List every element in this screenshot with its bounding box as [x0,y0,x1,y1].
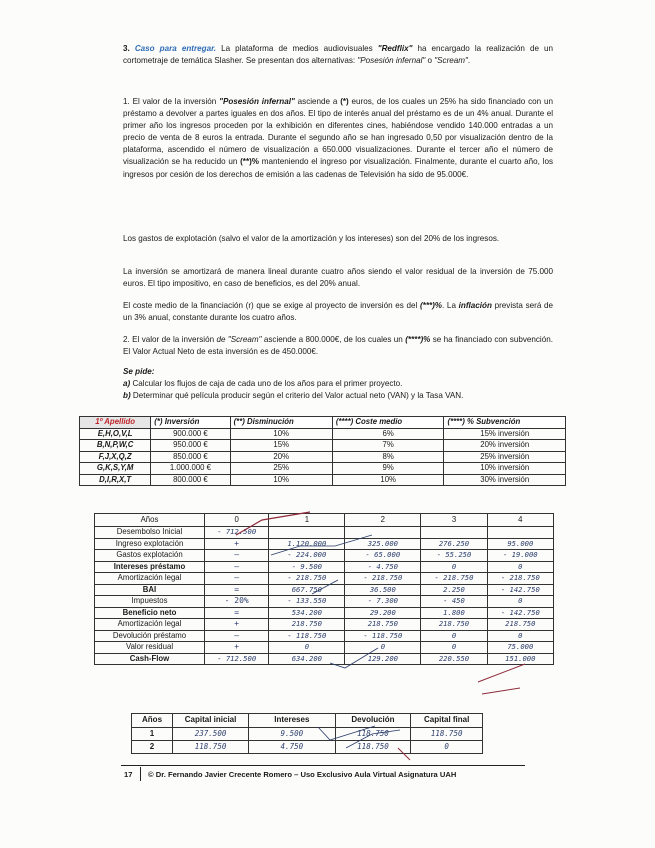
handwritten-value: - 118.750 [345,630,421,642]
handwritten-value: 118.750 [173,741,249,754]
paragraph-3: La inversión se amortizará de manera lineal durante cuatro años siendo el valor residual de la inversión de 75.000 euros. El tipo impositivo, en caso de beneficios, es del 20% anual. [123,267,553,289]
paragraph-5: 2. El valor de la inversión de "Scream" asciende a 800.000€, de los cuales un (****)% se ha financiado con subvención. El Valor Actual Neto de esta inversión es de 450.000€. [123,335,553,357]
alternatives-cell: 15% inversión [444,428,566,440]
handwritten-value: 667.750 [269,584,345,596]
handwritten-value: 95.000 [487,538,553,550]
handwritten-value: - 450 [421,596,487,608]
pen-stroke [482,688,520,694]
footer-separator [140,767,141,781]
case-intro: 3. Caso para entregar. La plataforma de medios audiovisuales "Redflix" ha encargado la realización de un cortometraje de temática Slasher. Se presentan dos alternativas: "Posesión infernal" o "Scream". [123,44,554,66]
alternatives-cell: 25% [230,463,332,475]
header-apellido: 1º Apellido [80,417,151,429]
cashflow-row [95,550,554,562]
alternatives-cell: 20% [230,451,332,463]
alternatives-cell: 900.000 € [151,428,230,440]
cashflow-row-label: Gastos explotación [95,550,205,562]
alternatives-cell: F,J,X,Q,Z [80,451,151,463]
handwritten-value: - 19.000 [487,550,553,562]
footer-divider [121,765,525,766]
cashflow-row-label: Ingreso explotación [95,538,205,550]
alternatives-row [80,428,566,440]
alternatives-cell: G,K,S,Y,M [80,463,151,475]
alternatives-cell: 6% [332,428,444,440]
header-subvencion: (****) % Subvención [444,417,566,429]
handwritten-value: - 142.750 [487,607,553,619]
handwritten-value: 9.500 [249,728,336,741]
loan-row [132,728,483,741]
alternatives-cell: 10% inversión [444,463,566,475]
cashflow-row [95,561,554,573]
handwritten-value: - 118.750 [269,630,345,642]
handwritten-value: 276.250 [421,538,487,550]
pen-stroke [478,664,525,682]
cashflow-header-row [95,514,554,527]
operator-cell: - 20% [205,596,269,608]
handwritten-value: 129.200 [345,653,421,665]
handwritten-value: 0 [269,642,345,654]
cashflow-row [95,630,554,642]
questions [123,366,553,402]
handwritten-value: - 218.750 [345,573,421,585]
loan-header-row [132,714,483,728]
cashflow-row-label: Valor residual [95,642,205,654]
alternatives-header-row [80,417,566,429]
alternatives-row [80,451,566,463]
handwritten-value: 534.200 [269,607,345,619]
handwritten-value: 4.750 [249,741,336,754]
handwritten-value [487,527,553,539]
alternatives-row [80,474,566,486]
handwritten-value: 237.500 [173,728,249,741]
cashflow-row [95,538,554,550]
header-year-1: 1 [269,514,345,527]
handwritten-value: 0 [421,561,487,573]
cashflow-row-label: Desembolso Inicial [95,527,205,539]
alternatives-cell: 9% [332,463,444,475]
header-devolucion: Devolución [335,714,411,728]
alternatives-cell: 15% [230,440,332,452]
alternatives-cell: 800.000 € [151,474,230,486]
handwritten-value: 1.800 [421,607,487,619]
handwritten-value: 325.000 [345,538,421,550]
alternatives-cell: B,N,P,W,C [80,440,151,452]
operator-cell: = [205,607,269,619]
cashflow-row [95,527,554,539]
handwritten-value: 0 [421,630,487,642]
cashflow-row [95,642,554,654]
handwritten-value: - 224.000 [269,550,345,562]
alternatives-table [79,416,566,486]
cashflow-table [94,513,554,665]
cashflow-row [95,596,554,608]
handwritten-value: 218.750 [269,619,345,631]
handwritten-value: 118.750 [335,741,411,754]
cashflow-row-label: BAI [95,584,205,596]
handwritten-value: - 7.300 [345,596,421,608]
operator-cell: + [205,619,269,631]
alternatives-cell: 10% [230,428,332,440]
header-loan-anos: Años [132,714,173,728]
operator-cell: — [205,550,269,562]
handwritten-value: 0 [487,630,553,642]
paragraph-1: 1. El valor de la inversión "Posesión infernal" asciende a (*) euros, de los cuales un 25% ha sido financiado con un préstamo a devolver a partes iguales en dos años. El tipo de interés anual del préstamo es de un 4% anual. Durante el primer año los ingresos proceden por la exhibición en diferentes cines, habiéndose vendido 140.000 entradas a un precio de venta de 8 euros la entrada. Durante el segundo año se han ingresado 0,50 por visualización dentro de la plataforma, ascendido el número de visualización a 650.000 visualizaciones. Durante el tercer año el número de visualización se ha reducido un (**)% manteniendo el ingreso por visualización. Finalmente, durante el cuarto año, los ingresos por cesión de los derechos de emisión a las cadenas de Televisión ha sido de 95.000€. [123,97,553,179]
cashflow-row-label: Devolución préstamo [95,630,205,642]
alternatives-cell: 950.000 € [151,440,230,452]
handwritten-value: - 142.750 [487,584,553,596]
operator-cell: — [205,561,269,573]
handwritten-value: 220.550 [421,653,487,665]
cashflow-row-label: Cash-Flow [95,653,205,665]
alternatives-cell: E,H,O,V,L [80,428,151,440]
alternatives-cell: 20% inversión [444,440,566,452]
header-intereses: Intereses [249,714,336,728]
handwritten-value: - 9.500 [269,561,345,573]
handwritten-value: - 4.750 [345,561,421,573]
handwritten-value: - 65.000 [345,550,421,562]
handwritten-value [269,527,345,539]
handwritten-value: 0 [345,642,421,654]
handwritten-value: 0 [411,741,483,754]
cashflow-row [95,619,554,631]
loan-row [132,741,483,754]
loan-year: 1 [132,728,173,741]
cashflow-row-label: Beneficio neto [95,607,205,619]
header-coste-medio: (****) Coste medio [332,417,444,429]
alternatives-cell: 7% [332,440,444,452]
alternatives-row [80,463,566,475]
operator-cell: + [205,538,269,550]
alternatives-cell: 30% inversión [444,474,566,486]
alternatives-row [80,440,566,452]
cashflow-row [95,573,554,585]
loan-table [131,713,483,754]
operator-cell: — [205,630,269,642]
handwritten-value [345,527,421,539]
header-year-0: 0 [205,514,269,527]
operator-cell: = [205,584,269,596]
handwritten-value: - 218.750 [269,573,345,585]
cashflow-row [95,607,554,619]
header-capital-inicial: Capital inicial [173,714,249,728]
cashflow-row-label: Amortización legal [95,573,205,585]
question-a: a) Calcular los flujos de caja de cada uno de los años para el primer proyecto. [123,379,403,389]
handwritten-value: - 218.750 [487,573,553,585]
cashflow-row [95,584,554,596]
handwritten-value: 1.120.000 [269,538,345,550]
question-b: b) Determinar qué película producir según el criterio del Valor actual neto (VAN) y la Tasa VAN. [123,391,464,401]
alternatives-cell: 10% [230,474,332,486]
handwritten-value: 634.200 [269,653,345,665]
alternatives-cell: D,I,R,X,T [80,474,151,486]
cashflow-row-label: Impuestos [95,596,205,608]
header-disminucion: (**) Disminución [230,417,332,429]
operator-cell: + [205,642,269,654]
handwritten-value: 218.750 [487,619,553,631]
alternatives-cell: 10% [332,474,444,486]
handwritten-value: - 55.250 [421,550,487,562]
handwritten-value: 0 [487,561,553,573]
handwritten-value: 151.000 [487,653,553,665]
handwritten-value: 36.500 [345,584,421,596]
handwritten-value: 29.200 [345,607,421,619]
handwritten-value: 118.750 [335,728,411,741]
case-label: Caso para entregar. [134,44,217,53]
handwritten-value [421,527,487,539]
alternatives-cell: 8% [332,451,444,463]
cashflow-row-label: Intereses préstamo [95,561,205,573]
handwritten-value: 2.250 [421,584,487,596]
handwritten-value: 218.750 [421,619,487,631]
handwritten-value: - 218.750 [421,573,487,585]
handwritten-value: - 712.500 [205,527,269,539]
handwritten-value: 218.750 [345,619,421,631]
alternatives-cell: 1.000.000 € [151,463,230,475]
handwritten-value: 0 [487,596,553,608]
header-anos: Años [95,514,205,527]
operator-cell: — [205,573,269,585]
cashflow-row-label: Amortización legal [95,619,205,631]
header-inversion: (*) Inversión [151,417,230,429]
header-year-3: 3 [421,514,487,527]
alternatives-cell: 25% inversión [444,451,566,463]
footer-copyright: © Dr. Fernando Javier Crecente Romero – Uso Exclusivo Aula Virtual Asignatura UAH [148,770,457,779]
loan-year: 2 [132,741,173,754]
se-pide-heading: Se pide: [123,367,155,376]
page-number: 17 [124,770,133,779]
header-capital-final: Capital final [411,714,483,728]
handwritten-value: - 133.550 [269,596,345,608]
paragraph-2: Los gastos de explotación (salvo el valor de la amortización y los intereses) son del 20% de los ingresos. [123,234,500,243]
header-year-2: 2 [345,514,421,527]
cashflow-row [95,653,554,665]
handwritten-value: - 712.500 [205,653,269,665]
alternatives-cell: 850.000 € [151,451,230,463]
header-year-4: 4 [487,514,553,527]
handwritten-value: 118.750 [411,728,483,741]
handwritten-value: 75.000 [487,642,553,654]
paragraph-4: El coste medio de la financiación (r) que se exige al proyecto de inversión es del (***)%. La inflación prevista será de un 3% anual, constante durante los cuatro años. [123,301,554,323]
handwritten-value: 0 [421,642,487,654]
